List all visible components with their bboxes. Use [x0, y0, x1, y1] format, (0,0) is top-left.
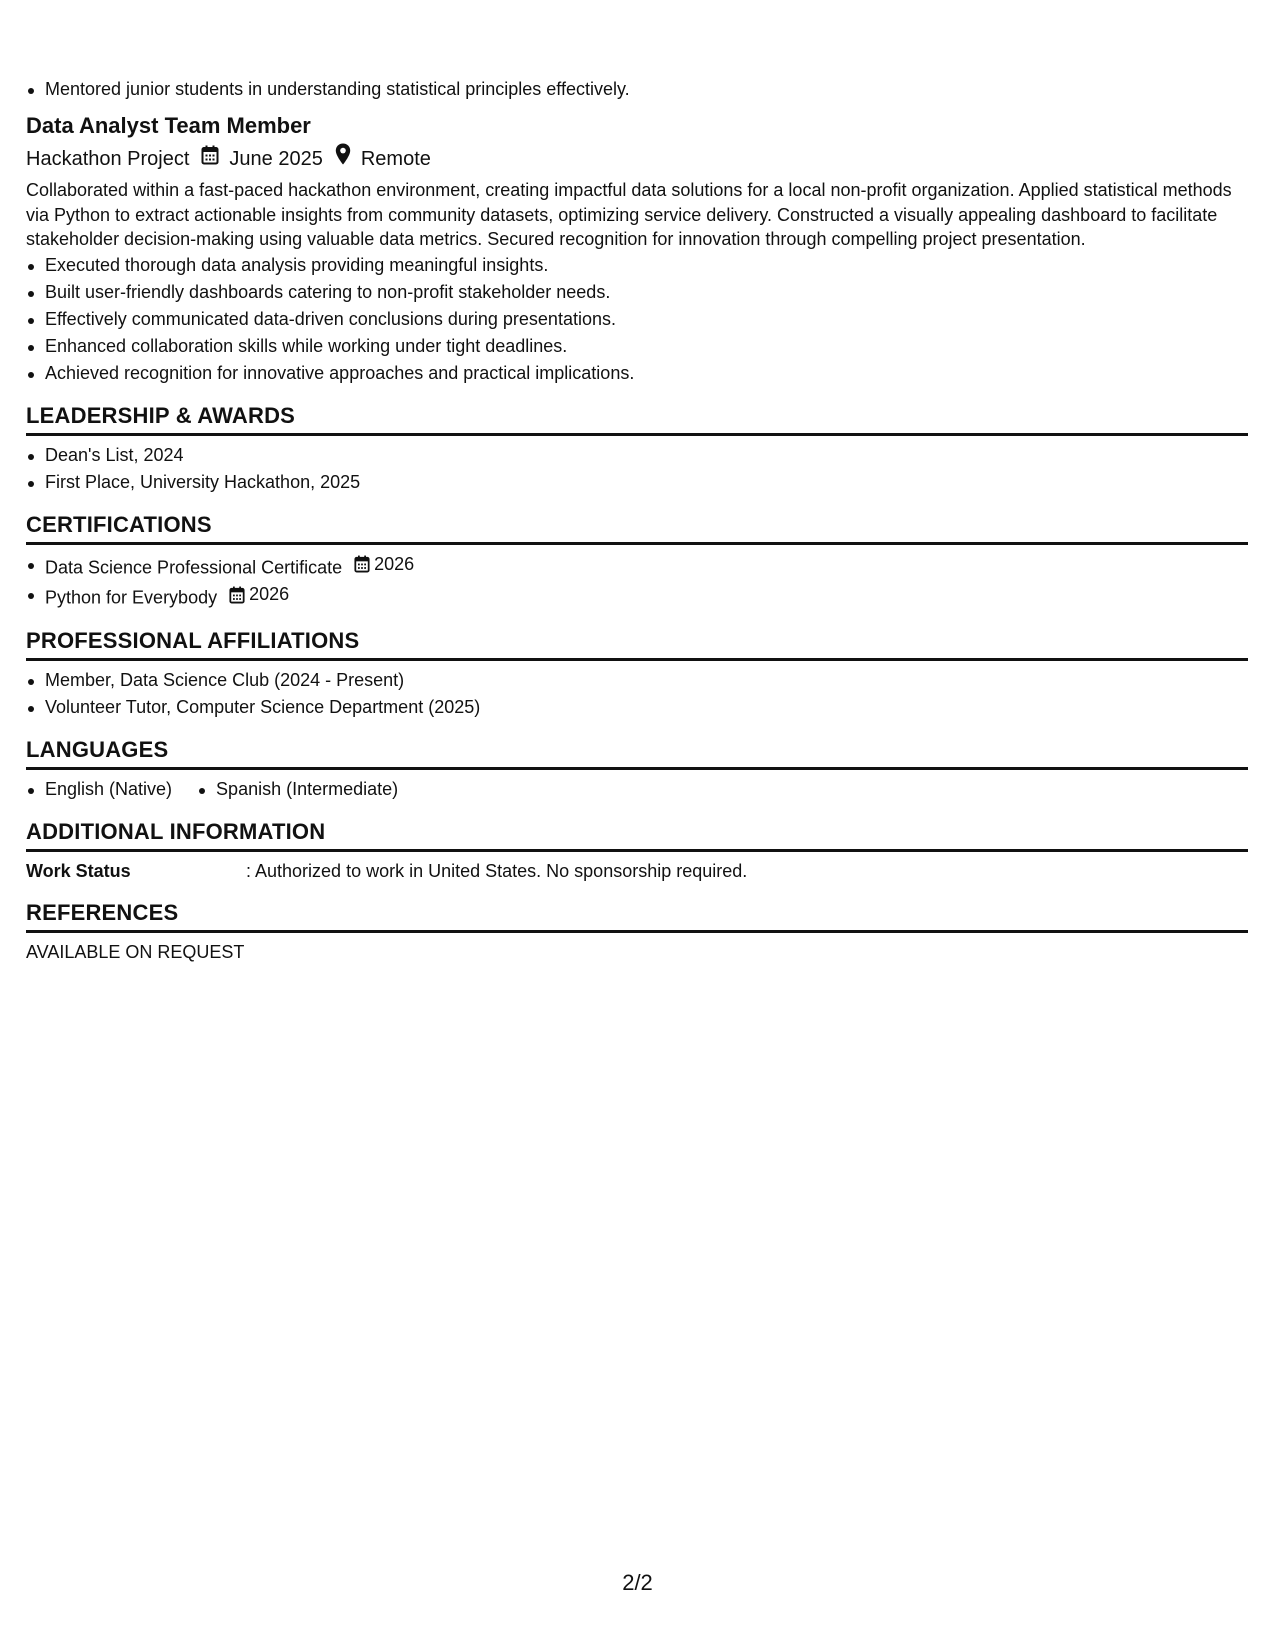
languages-section	[26, 735, 1248, 803]
calendar-icon	[201, 144, 219, 174]
list-item: Effectively communicated data-driven conclusions during presentations.	[45, 306, 1248, 333]
list-item	[45, 581, 1248, 612]
previous-job-bullets	[26, 76, 1248, 103]
job-description: Collaborated within a fast-paced hackathon environment, creating impactful data solutions for a local non-profit organization. Applied statistical methods via Python to extract actionable insights from community datasets, optimizing service delivery. Constructed a visually appealing dashboard to facilitate stakeholder decision-making using valuable data metrics. Secured recognition for innovation through compelling project presentation.	[26, 180, 1232, 249]
job-date: June 2025	[229, 147, 323, 170]
section-title: CERTIFICATIONS	[26, 510, 1248, 545]
resume-page	[26, 76, 1248, 965]
list-item: Spanish (Intermediate)	[216, 776, 398, 803]
info-row	[26, 858, 1248, 884]
info-value: : Authorized to work in United States. No sponsorship required.	[246, 860, 748, 881]
list-item: Executed thorough data analysis providing meaningful insights.	[45, 252, 1248, 279]
job-location: Remote	[360, 147, 431, 170]
list-item: Achieved recognition for innovative approaches and practical implications.	[45, 360, 1248, 387]
additional-info-section	[26, 817, 1248, 884]
list-item: Enhanced collaboration skills while working under tight deadlines.	[45, 333, 1248, 360]
affiliations-section	[26, 626, 1248, 721]
section-title: PROFESSIONAL AFFILIATIONS	[26, 626, 1248, 661]
job-bullets	[26, 252, 1248, 387]
calendar-icon	[229, 586, 245, 604]
page-number: 2/2	[622, 1570, 653, 1595]
job-meta	[26, 143, 1248, 174]
job-company: Hackathon Project	[26, 147, 190, 170]
section-title: REFERENCES	[26, 898, 1248, 933]
list-item: Member, Data Science Club (2024 - Present)	[45, 667, 1248, 694]
info-key: Work Status	[26, 860, 131, 881]
references-text: AVAILABLE ON REQUEST	[26, 941, 245, 962]
map-pin-icon	[335, 143, 351, 174]
cert-date: 2026	[354, 551, 414, 578]
list-item: Built user-friendly dashboards catering to non-profit stakeholder needs.	[45, 279, 1248, 306]
section-title: LEADERSHIP & AWARDS	[26, 401, 1248, 436]
cert-name: Data Science Professional Certificate	[45, 557, 343, 577]
list-item: Dean's List, 2024	[45, 442, 1248, 469]
cert-name: Python for Everybody	[45, 587, 218, 608]
references-section	[26, 898, 1248, 965]
job-title: Data Analyst Team Member	[26, 113, 311, 138]
section-title: LANGUAGES	[26, 735, 1248, 770]
job-entry	[26, 111, 1248, 387]
leadership-section	[26, 401, 1248, 496]
certifications-section	[26, 510, 1248, 612]
list-item: Mentored junior students in understanding statistical principles effectively.	[45, 76, 1248, 103]
list-item	[45, 551, 1248, 582]
list-item: First Place, University Hackathon, 2025	[45, 469, 1248, 496]
section-title: ADDITIONAL INFORMATION	[26, 817, 1248, 852]
list-item: English (Native)	[45, 776, 172, 803]
calendar-icon	[354, 555, 370, 573]
cert-date: 2026	[229, 581, 289, 608]
list-item: Volunteer Tutor, Computer Science Department (2025)	[45, 694, 1248, 721]
